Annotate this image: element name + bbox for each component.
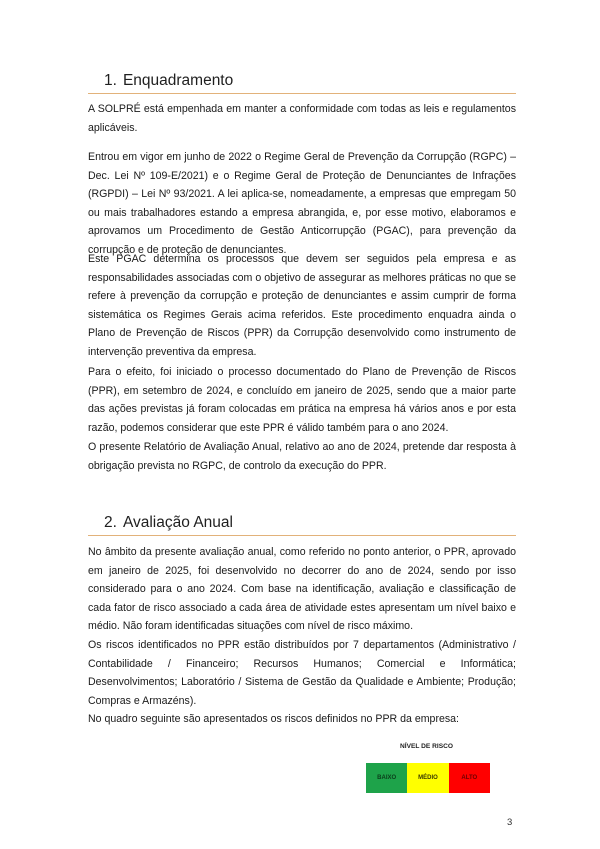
- risk-level-médio: MÉDIO: [407, 763, 448, 793]
- page-number: 3: [507, 817, 513, 828]
- paragraph: Os riscos identificados no PPR estão distribuídos por 7 departamentos (Administrativo / Contabilidade / Financeiro; Recursos Humanos; Comercial e Informática; Desenvolvimentos; Laboratório / Sistema de Gestão da Qualidade e Ambiente; Produção; Compras e Armazéns).: [88, 639, 516, 707]
- risk-level-legend: [366, 763, 490, 793]
- risk-legend-title: NÍVEL DE RISCO: [400, 743, 454, 750]
- section-title: Enquadramento: [122, 72, 234, 89]
- section-number: 2.: [104, 514, 117, 531]
- paragraph: No âmbito da presente avaliação anual, como referido no ponto anterior, o PPR, aprovado em janeiro de 2025, foi desenvolvido no decorrer do ano de 2024, sendo por isso considerado para o ano 2024. Com base na identificação, avaliação e classificação de cada fator de risco associado a cada área de atividade estes apresentam um nível baixo e médio. Não foram identificadas situações com nível de risco máximo.: [88, 546, 516, 633]
- section-heading-avaliacao-anual: [88, 514, 516, 536]
- risk-level-alto: ALTO: [449, 763, 490, 793]
- paragraph: O presente Relatório de Avaliação Anual, relativo ao ano de 2024, pretende dar resposta à obrigação prevista no RGPC, de controlo da execução do PPR.: [88, 441, 516, 472]
- paragraph: Para o efeito, foi iniciado o processo documentado do Plano de Prevenção de Riscos (PPR), em setembro de 2024, e concluído em janeiro de 2025, sendo que a maior parte das ações previstas já foram colocadas em prática na empresa há vários anos e por esta razão, podemos considerar que este PPR é válido também para o ano 2024.: [88, 366, 516, 434]
- risk-level-baixo: BAIXO: [366, 763, 407, 793]
- section-number: 1.: [104, 72, 117, 89]
- paragraph: A SOLPRÉ está empenhada em manter a conformidade com todas as leis e regulamentos aplicáveis.: [88, 103, 516, 134]
- section-heading-enquadramento: [88, 72, 516, 94]
- section-title: Avaliação Anual: [122, 514, 233, 531]
- paragraph: No quadro seguinte são apresentados os riscos definidos no PPR da empresa:: [88, 713, 460, 725]
- paragraph: Entrou em vigor em junho de 2022 o Regime Geral de Prevenção da Corrupção (RGPC) – Dec. Lei Nº 109-E/2021) e o Regime Geral de Proteção de Denunciantes de Infrações (RGPDI) – Lei Nº 93/2021. A lei aplica-se, nomeadamente, a empresas que empregam 50 ou mais trabalhadores estando a empresa abrangida, e, por esse motivo, elaboramos e aprovamos um Procedimento de Gestão Anticorrupção (PGAC), para prevenção da corrupção e de proteção de denunciantes.: [88, 151, 516, 256]
- paragraph: Este PGAC determina os processos que devem ser seguidos pela empresa e as responsabilidades associadas com o objetivo de assegurar as melhores práticas no que se refere à prevenção da corrupção e proteção de denunciantes e assim cumprir de forma sistemática os Regimes Gerais acima referidos. Este procedimento enquadra ainda o Plano de Prevenção de Riscos (PPR) da Corrupção desenvolvido como instrumento de intervenção preventiva da empresa.: [88, 253, 516, 358]
